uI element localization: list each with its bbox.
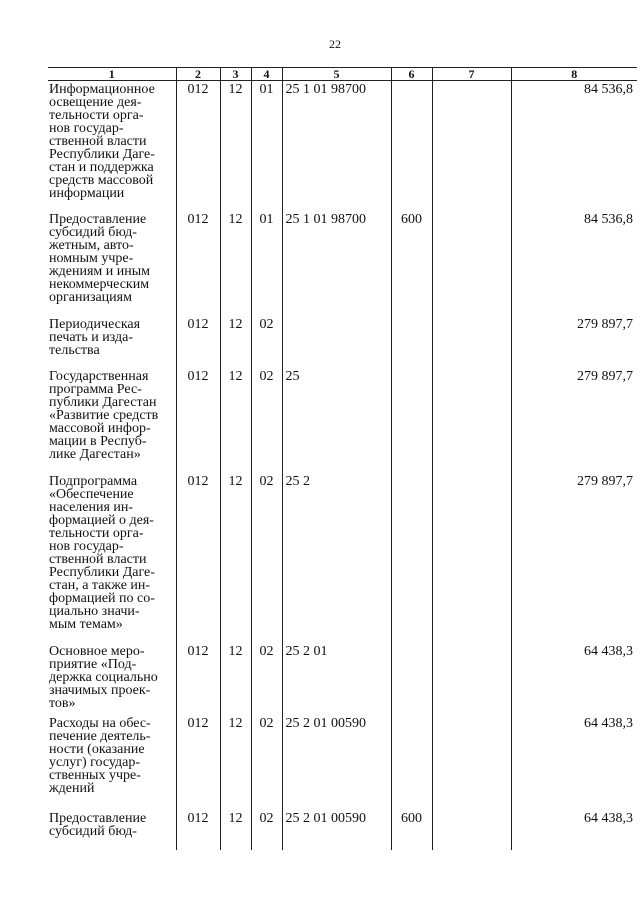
row-name-line: тов» bbox=[49, 695, 76, 711]
row-name-line: стан и поддержка bbox=[49, 160, 154, 175]
subsection-code-cell: 02 bbox=[251, 810, 282, 850]
table-row bbox=[48, 643, 637, 715]
column-header: 6 bbox=[391, 68, 432, 81]
target-article-cell: 25 2 01 00590 bbox=[282, 715, 391, 810]
row-name-line: Республики Даге- bbox=[49, 147, 155, 162]
expense-type-cell: 600 bbox=[391, 810, 432, 850]
expense-type-cell: 600 bbox=[391, 211, 432, 316]
row-name-line: Государственная bbox=[49, 368, 149, 384]
page-number: 22 bbox=[329, 37, 341, 51]
row-name-line: ственной власти bbox=[49, 551, 147, 567]
budget-table bbox=[48, 67, 637, 850]
row-name-line: тельства bbox=[49, 342, 100, 358]
column-header: 7 bbox=[432, 68, 511, 81]
amount-cell: 64 438,3 bbox=[511, 810, 637, 850]
expense-type-cell bbox=[391, 715, 432, 810]
row-name-line: субсидий бюд- bbox=[49, 224, 137, 240]
ministry-code-cell: 012 bbox=[176, 810, 220, 850]
column-header: 5 bbox=[282, 68, 391, 81]
target-article-cell: 25 bbox=[282, 368, 391, 473]
row-name-line: тельности орга- bbox=[49, 525, 144, 541]
row-name-line: информации bbox=[49, 186, 125, 201]
column-7-cell bbox=[432, 473, 511, 643]
row-name-line: держка социально bbox=[49, 669, 158, 685]
row-name-line: тельности орга- bbox=[49, 108, 144, 123]
expense-type-cell bbox=[391, 81, 432, 211]
expense-type-cell bbox=[391, 368, 432, 473]
row-name-line: ждений bbox=[49, 780, 95, 796]
amount-cell: 64 438,3 bbox=[511, 643, 637, 715]
row-name-line: нов государ- bbox=[49, 121, 124, 136]
row-name-line: нов государ- bbox=[49, 538, 124, 554]
row-name-line: «Обеспечение bbox=[49, 486, 134, 502]
row-name-line: значимых проек- bbox=[49, 682, 151, 698]
row-name-line: циально значи- bbox=[49, 603, 140, 619]
column-7-cell bbox=[432, 643, 511, 715]
section-code-cell: 12 bbox=[220, 211, 251, 316]
table-row bbox=[48, 810, 637, 850]
row-name-line: печение деятель- bbox=[49, 728, 151, 744]
table-row bbox=[48, 316, 637, 368]
column-header: 2 bbox=[176, 68, 220, 81]
section-code-cell: 12 bbox=[220, 643, 251, 715]
row-name-cell bbox=[48, 316, 176, 368]
section-code-cell: 12 bbox=[220, 81, 251, 211]
section-code-cell: 12 bbox=[220, 368, 251, 473]
row-name-cell bbox=[48, 715, 176, 810]
ministry-code-cell: 012 bbox=[176, 211, 220, 316]
target-article-cell bbox=[282, 316, 391, 368]
column-7-cell bbox=[432, 810, 511, 850]
row-name-line: Предоставление bbox=[49, 810, 147, 826]
row-name-cell bbox=[48, 211, 176, 316]
column-header: 8 bbox=[511, 68, 637, 81]
row-name-line: печать и изда- bbox=[49, 329, 134, 345]
row-name-line: формацией по со- bbox=[49, 590, 155, 606]
row-name-line: Расходы на обес- bbox=[49, 715, 151, 731]
table-row bbox=[48, 81, 637, 211]
row-name-cell bbox=[48, 473, 176, 643]
row-name-line: лике Дагестан» bbox=[49, 446, 141, 462]
column-7-cell bbox=[432, 715, 511, 810]
row-name-line: формацией о дея- bbox=[49, 512, 154, 528]
column-header: 4 bbox=[251, 68, 282, 81]
ministry-code-cell: 012 bbox=[176, 643, 220, 715]
row-name-line: субсидий бюд- bbox=[49, 823, 137, 839]
table-row bbox=[48, 368, 637, 473]
ministry-code-cell: 012 bbox=[176, 368, 220, 473]
row-name-line: средств массовой bbox=[49, 173, 154, 188]
column-7-cell bbox=[432, 81, 511, 211]
row-name-line: публики Дагестан bbox=[49, 394, 157, 410]
column-7-cell bbox=[432, 211, 511, 316]
section-code-cell: 12 bbox=[220, 473, 251, 643]
amount-cell: 279 897,7 bbox=[511, 473, 637, 643]
row-name-line: услуг) государ- bbox=[49, 754, 140, 770]
target-article-cell: 25 1 01 98700 bbox=[282, 81, 391, 211]
column-header: 3 bbox=[220, 68, 251, 81]
subsection-code-cell: 01 bbox=[251, 211, 282, 316]
row-name-cell bbox=[48, 810, 176, 850]
subsection-code-cell: 01 bbox=[251, 81, 282, 211]
row-name-line: массовой инфор- bbox=[49, 420, 151, 436]
table-row bbox=[48, 211, 637, 316]
amount-cell: 84 536,8 bbox=[511, 81, 637, 211]
amount-cell: 84 536,8 bbox=[511, 211, 637, 316]
column-7-cell bbox=[432, 368, 511, 473]
column-header: 1 bbox=[48, 68, 176, 81]
target-article-cell: 25 2 bbox=[282, 473, 391, 643]
ministry-code-cell: 012 bbox=[176, 715, 220, 810]
row-name-line: стан, а также ин- bbox=[49, 577, 151, 593]
subsection-code-cell: 02 bbox=[251, 316, 282, 368]
table-row bbox=[48, 715, 637, 810]
row-name-line: мации в Респуб- bbox=[49, 433, 147, 449]
row-name-line: «Развитие средств bbox=[49, 407, 159, 423]
row-name-line: мым темам» bbox=[49, 616, 123, 632]
ministry-code-cell: 012 bbox=[176, 316, 220, 368]
amount-cell: 279 897,7 bbox=[511, 316, 637, 368]
section-code-cell: 12 bbox=[220, 810, 251, 850]
row-name-line: Предоставление bbox=[49, 211, 147, 227]
subsection-code-cell: 02 bbox=[251, 643, 282, 715]
row-name-line: ственной власти bbox=[49, 134, 147, 149]
row-name-line: приятие «Под- bbox=[49, 656, 137, 672]
ministry-code-cell: 012 bbox=[176, 473, 220, 643]
subsection-code-cell: 02 bbox=[251, 715, 282, 810]
target-article-cell: 25 2 01 bbox=[282, 643, 391, 715]
row-name-line: населения ин- bbox=[49, 499, 134, 515]
row-name-line: Подпрограмма bbox=[49, 473, 138, 489]
subsection-code-cell: 02 bbox=[251, 473, 282, 643]
row-name-line: ности (оказание bbox=[49, 741, 145, 757]
amount-cell: 64 438,3 bbox=[511, 715, 637, 810]
expense-type-cell bbox=[391, 643, 432, 715]
row-name-line: программа Рес- bbox=[49, 381, 142, 397]
column-7-cell bbox=[432, 316, 511, 368]
row-name-line: Информационное bbox=[49, 82, 155, 97]
row-name-line: ждениям и иным bbox=[49, 263, 151, 279]
expense-type-cell bbox=[391, 316, 432, 368]
row-name-line: Основное меро- bbox=[49, 643, 145, 659]
row-name-line: ственных учре- bbox=[49, 767, 141, 783]
row-name-line: Периодическая bbox=[49, 316, 141, 332]
row-name-cell bbox=[48, 643, 176, 715]
target-article-cell: 25 1 01 98700 bbox=[282, 211, 391, 316]
row-name-line: освещение дея- bbox=[49, 95, 142, 110]
table-body bbox=[48, 81, 637, 850]
row-name-line: номным учре- bbox=[49, 250, 134, 266]
table-row bbox=[48, 473, 637, 643]
amount-cell: 279 897,7 bbox=[511, 368, 637, 473]
row-name-cell bbox=[48, 368, 176, 473]
section-code-cell: 12 bbox=[220, 316, 251, 368]
row-name-line: жетным, авто- bbox=[49, 237, 134, 253]
ministry-code-cell: 012 bbox=[176, 81, 220, 211]
row-name-line: организациям bbox=[49, 289, 132, 305]
section-code-cell: 12 bbox=[220, 715, 251, 810]
expense-type-cell bbox=[391, 473, 432, 643]
row-name-line: Республики Даге- bbox=[49, 564, 155, 580]
row-name-cell bbox=[48, 81, 176, 211]
table-header-row bbox=[48, 68, 637, 81]
row-name-line: некоммерческим bbox=[49, 276, 150, 292]
target-article-cell: 25 2 01 00590 bbox=[282, 810, 391, 850]
subsection-code-cell: 02 bbox=[251, 368, 282, 473]
